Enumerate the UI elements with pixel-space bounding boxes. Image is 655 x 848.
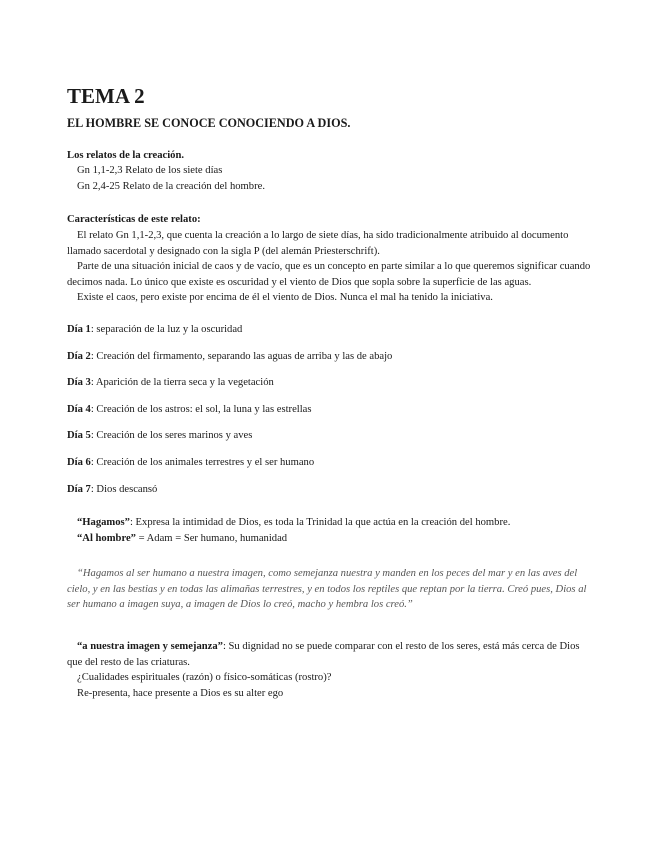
hagamos-line: “Hagamos”: Expresa la intimidad de Dios, es toda la Trinidad la que actúa en la creación del hombre.	[77, 517, 511, 529]
dia-item: Día 4: Creación de los astros: el sol, la luna y las estrellas	[67, 403, 312, 415]
relatos-item: Gn 2,4-25 Relato de la creación del hombre.	[77, 180, 265, 192]
document-page	[67, 84, 597, 701]
dias-list	[67, 322, 597, 497]
dia-item: Día 7: Dios descansó	[67, 483, 158, 495]
caracteristicas-paragraph: Existe el caos, pero existe por encima de él el viento de Dios. Nunca el mal ha tenido la iniciativa.	[77, 292, 493, 304]
dia-item: Día 5: Creación de los seres marinos y aves	[67, 430, 253, 442]
imagen-paragraph: “a nuestra imagen y semejanza”: Su dignidad no se puede comparar con el resto de los seres, está más cerca de Dios que del resto de las criaturas.	[67, 641, 580, 668]
dia-item: Día 6: Creación de los animales terrestres y el ser humano	[67, 456, 315, 468]
dia-item: Día 3: Aparición de la tierra seca y la vegetación	[67, 377, 274, 389]
imagen-question: ¿Cualidades espirituales (razón) o físico-somáticas (rostro)?	[77, 672, 332, 684]
dia-item: Día 2: Creación del firmamento, separando las aguas de arriba y las de abajo	[67, 350, 393, 362]
imagen-statement: Re-presenta, hace presente a Dios es su alter ego	[77, 687, 284, 699]
relatos-section	[67, 148, 597, 195]
caracteristicas-paragraph: El relato Gn 1,1-2,3, que cuenta la creación a lo largo de siete días, ha sido tradicionalmente atribuido al documento llamado sacerdotal y designado con la sigla P (del alemán Priesterschrift).	[67, 229, 569, 257]
alhombre-line: “Al hombre” = Adam = Ser humano, humanidad	[77, 532, 288, 544]
relatos-heading: Los relatos de la creación.	[67, 149, 185, 161]
document-subtitle: EL HOMBRE SE CONOCE CONOCIENDO A DIOS.	[67, 116, 351, 130]
hagamos-block	[67, 515, 597, 546]
caracteristicas-heading: Características de este relato:	[67, 214, 201, 226]
dia-item: Día 1: separación de la luz y la oscuridad	[67, 323, 243, 335]
document-title: TEMA 2	[67, 84, 145, 108]
imagen-block	[67, 639, 597, 701]
genesis-quote: “Hagamos al ser humano a nuestra imagen, como semejanza nuestra y manden en los peces del mar y en las aves del cielo, y en las bestias y en todas las alimañas terrestres, y en todos los reptiles que reptan por la tierra. Creó pues, Dios al ser humano a imagen suya, a imagen de Dios lo creó, macho y hembra los creó.”	[67, 568, 587, 611]
relatos-item: Gn 1,1-2,3 Relato de los siete días	[77, 165, 223, 177]
caracteristicas-paragraph: Parte de una situación inicial de caos y de vacío, que es un concepto en parte similar a lo que queremos significar cuando decimos nada. Lo único que existe es oscuridad y el viento de Dios que sopla sobre la superficie de las aguas.	[67, 261, 591, 288]
caracteristicas-section	[67, 212, 597, 306]
